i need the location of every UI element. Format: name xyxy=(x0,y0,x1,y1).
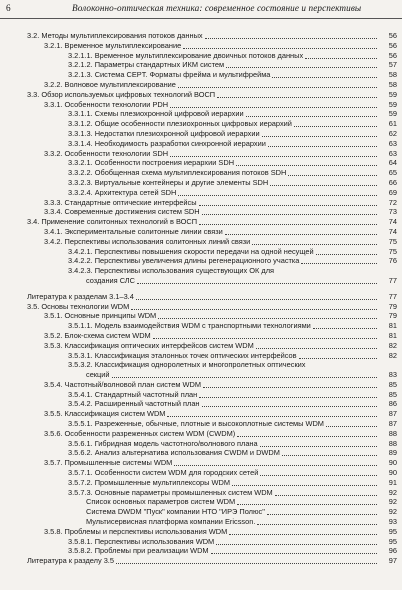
toc-entry-title: 3.5.3. Классификация оптических интерфейсов систем WDM xyxy=(44,340,254,350)
toc-entry-page: 74 xyxy=(388,226,397,236)
toc-entry-title: 3.2. Методы мультиплексирования потоков данных xyxy=(27,31,203,40)
dot-leader xyxy=(202,406,377,407)
toc-entry-title: 3.3.1. Особенности технологии PDH xyxy=(44,99,169,109)
dot-leader xyxy=(267,514,377,515)
toc-entry xyxy=(0,478,402,488)
toc-entry-title: 3.5.4.2. Расширенный частотный план xyxy=(68,399,200,409)
toc-entry-title: 3.3.4. Современные достижения систем SDH xyxy=(44,207,200,217)
toc-entry xyxy=(0,488,402,498)
running-title: Волоконно-оптическая техника: современное состояние и перспективы xyxy=(72,3,362,13)
toc-entry-page: 61 xyxy=(388,119,397,129)
toc-entry xyxy=(0,360,402,370)
toc-entry-title: 3.5.6.2. Анализ альтернатива использования CWDM и DWDM xyxy=(68,448,280,458)
dot-leader xyxy=(305,58,377,59)
toc-entry-title: 3.5.8.1. Перспективы использования WDM xyxy=(68,536,215,546)
dot-leader xyxy=(299,358,377,359)
dot-leader xyxy=(268,146,377,147)
toc-entry-page: 82 xyxy=(388,350,397,360)
toc-entry-page: 88 xyxy=(388,428,397,438)
toc-entry-page: 64 xyxy=(388,158,397,168)
toc-entry xyxy=(0,399,402,409)
toc-entry-page: 58 xyxy=(388,79,397,89)
toc-entry-page: 92 xyxy=(388,487,397,497)
toc-entry-title: 3.5.4. Частотный/волновой план систем WDM xyxy=(44,379,202,389)
toc-entry-title: 3.5.3.2. Классификация одноролетных и многопролетных оптических xyxy=(68,360,306,370)
toc-entry-page: 77 xyxy=(388,291,397,301)
dot-leader xyxy=(226,67,377,68)
dot-leader xyxy=(137,283,377,284)
toc-entry-title: 3.3.2.1. Особенности построения иерархии SDH xyxy=(68,158,235,168)
toc-entry-title: Система DWDM "Пуск" компании НТО "ИРЭ Полюс" xyxy=(86,507,265,517)
toc-entry-page: 79 xyxy=(388,311,397,321)
dot-leader xyxy=(112,377,377,378)
dot-leader xyxy=(178,87,377,88)
toc-entry-title: 3.5.1. Основные принципы WDM xyxy=(44,311,157,321)
dot-leader xyxy=(262,136,377,137)
toc-entry xyxy=(0,80,402,90)
dot-leader xyxy=(158,318,377,319)
toc-entry-title: 3.3.1.4. Необходимость разработки синхронной иерархии xyxy=(68,138,266,148)
toc-entry-page: 91 xyxy=(388,477,397,487)
toc-entry-title: 3.3.2.2. Обобщенная схема мультиплексирования потоков SDH xyxy=(68,168,287,178)
toc-entry-page: 79 xyxy=(388,301,397,311)
toc-entry-title: 3.5.6.1. Гибридная модель частотного/волнового плана xyxy=(68,438,258,448)
toc-entry-title: 3.2.2. Волновое мультиплексирование xyxy=(44,79,176,89)
toc-entry-title: 3.3.3. Стандартные оптические интерфейсы xyxy=(44,197,197,207)
dot-leader xyxy=(217,97,377,98)
dot-leader xyxy=(229,534,377,535)
toc-entry-title: 3.5.8. Проблемы и перспективы использования WDM xyxy=(44,526,228,536)
dot-leader xyxy=(257,524,377,525)
toc-entry-page: 85 xyxy=(388,389,397,399)
toc-entry xyxy=(0,227,402,237)
dot-leader xyxy=(131,309,377,310)
toc-entry-page: 90 xyxy=(388,468,397,478)
toc-entry-page: 59 xyxy=(388,109,397,119)
toc-entry-title: 3.5.1.1. Модель взаимодействия WDM с транспортными технологиями xyxy=(68,321,311,331)
toc-entry-page: 83 xyxy=(388,370,397,380)
toc-entry-title: секций xyxy=(86,370,110,380)
dot-leader xyxy=(326,426,377,427)
toc-entry-page: 58 xyxy=(388,70,397,80)
toc-entry-title: 3.5. Основы технологии WDM xyxy=(27,301,130,311)
dot-leader xyxy=(167,416,377,417)
toc-entry xyxy=(0,468,402,478)
dot-leader xyxy=(216,544,377,545)
toc-entry xyxy=(0,380,402,390)
toc-entry xyxy=(0,537,402,547)
toc-entry xyxy=(0,497,402,507)
toc-entry xyxy=(0,178,402,188)
dot-leader xyxy=(282,455,377,456)
dot-leader xyxy=(316,254,377,255)
toc-entry-title: 3.5.3.1. Классификация эталонных точек оптических интерфейсов xyxy=(68,350,297,360)
toc-entry xyxy=(0,158,402,168)
dot-leader xyxy=(232,485,377,486)
toc-entry xyxy=(0,331,402,341)
toc-entry-page: 76 xyxy=(388,256,397,266)
dot-leader xyxy=(174,465,377,466)
toc-entry-title: 3.3.2. Особенности технологии SDH xyxy=(44,148,169,158)
toc-entry xyxy=(0,556,402,566)
toc-entry-title: Литература к разделу 3.5 xyxy=(27,556,114,566)
toc-entry-page: 66 xyxy=(388,177,397,187)
toc-entry-page: 56 xyxy=(388,31,397,40)
toc-entry-title: 3.4.2.3. Перспективы использования существующих ОК для xyxy=(68,266,275,276)
toc-entry xyxy=(0,292,402,302)
toc-entry-page: 59 xyxy=(388,89,397,99)
toc-entry-page: 82 xyxy=(388,340,397,350)
toc-entry xyxy=(0,546,402,556)
toc-entry-title: 3.5.7.3. Основные параметры промышленных систем WDM xyxy=(68,487,273,497)
dot-leader xyxy=(211,553,377,554)
dot-leader xyxy=(313,328,377,329)
toc-entry xyxy=(0,90,402,100)
toc-entry xyxy=(0,370,402,380)
toc-entry xyxy=(0,439,402,449)
toc-entry-page: 63 xyxy=(388,138,397,148)
dot-leader xyxy=(237,504,377,505)
toc-entry-title: 3.4.2.2. Перспективы увеличения длины регенерационного участка xyxy=(68,256,300,266)
toc-entry-page: 56 xyxy=(388,40,397,50)
dot-leader xyxy=(272,77,377,78)
toc-entry-page: 95 xyxy=(388,536,397,546)
toc-entry-page: 96 xyxy=(388,546,397,556)
toc-entry-title: 3.5.2. Блок-схема систем WDM xyxy=(44,330,151,340)
toc-entry xyxy=(0,237,402,247)
toc-entry-page: 77 xyxy=(388,275,397,285)
dot-leader xyxy=(256,348,377,349)
toc-entry xyxy=(0,129,402,139)
toc-entry-title: 3.2.1.3. Система CEPT. Форматы фрейма и мультифрейма xyxy=(68,70,271,80)
toc-entry-title: 3.3.1.1. Схемы плезиохронной цифровой иерархии xyxy=(68,109,244,119)
toc-entry-page: 93 xyxy=(388,517,397,527)
dot-leader xyxy=(225,234,377,235)
toc-entry xyxy=(0,351,402,361)
toc-entry-title: 3.5.6. Особенности разреженных систем WDM (CWDM) xyxy=(44,428,236,438)
toc-entry-page: 86 xyxy=(388,399,397,409)
page-number: 6 xyxy=(6,3,11,13)
dot-leader xyxy=(252,244,377,245)
toc-entry-title: 3.5.7. Промышленные системы WDM xyxy=(44,458,173,468)
dot-leader xyxy=(275,495,377,496)
dot-leader xyxy=(178,195,377,196)
toc-entry-page: 69 xyxy=(388,187,397,197)
toc-entry-title: 3.5.5.1. Разреженные, обычные, плотные и высокоплотные системы WDM xyxy=(68,419,324,429)
toc-entry-title: 3.4. Применение солитонных технологий в ВОСП xyxy=(27,217,198,227)
toc-entry-page: 57 xyxy=(388,60,397,70)
toc-entry xyxy=(0,429,402,439)
toc-entry-page: 90 xyxy=(388,458,397,468)
toc-entry-page: 81 xyxy=(388,330,397,340)
toc-entry-title: 3.5.7.1. Особенности систем WDM для городских сетей xyxy=(68,468,259,478)
dot-leader xyxy=(246,116,377,117)
toc-entry-title: 3.2.1.2. Параметры стандартных ИКМ систем xyxy=(68,60,225,70)
toc-entry xyxy=(0,188,402,198)
dot-leader xyxy=(205,38,377,39)
toc-entry-title: Литература к разделам 3.1–3.4 xyxy=(27,291,134,301)
toc-entry-page: 81 xyxy=(388,321,397,331)
toc-entry-title: 3.2.1.1. Временное мультиплексирование двоичных потоков данных xyxy=(68,50,304,60)
toc-entry xyxy=(0,70,402,80)
toc-entry-page: 72 xyxy=(388,197,397,207)
toc-entry xyxy=(0,198,402,208)
toc-entry xyxy=(0,507,402,517)
toc-entry-title: Список основных параметров систем WDM xyxy=(86,497,236,507)
toc-entry xyxy=(0,51,402,61)
toc-entry xyxy=(0,341,402,351)
toc-entry xyxy=(0,448,402,458)
toc-entry-page: 95 xyxy=(388,526,397,536)
toc-entry xyxy=(0,207,402,217)
toc-entry xyxy=(0,217,402,227)
toc-entry-title: 3.3.2.4. Архитектура сетей SDH xyxy=(68,187,177,197)
dot-leader xyxy=(301,263,377,264)
toc-entry-page: 92 xyxy=(388,497,397,507)
toc-entry-page: 97 xyxy=(388,556,397,566)
toc-entry xyxy=(0,256,402,266)
dot-leader xyxy=(260,475,377,476)
dot-leader xyxy=(236,165,377,166)
toc-entry xyxy=(0,458,402,468)
toc-entry-title: 3.5.5. Классификация систем WDM xyxy=(44,409,166,419)
dot-leader xyxy=(116,563,377,564)
toc-entry-title: Мультисервисная платформа компании Ericsson. xyxy=(86,517,256,527)
toc-entry-title: 3.4.2. Перспективы использования солитонных линий связи xyxy=(44,236,251,246)
toc-entry-page: 92 xyxy=(388,507,397,517)
dot-leader xyxy=(260,446,377,447)
toc-entry xyxy=(0,149,402,159)
toc-entry xyxy=(0,119,402,129)
toc-entry xyxy=(0,409,402,419)
toc-entry-page: 85 xyxy=(388,379,397,389)
table-of-contents xyxy=(0,31,402,566)
toc-entry-title: 3.5.7.2. Промышленные мультиплексоры WDM xyxy=(68,477,230,487)
toc-entry xyxy=(0,517,402,527)
toc-entry-page: 63 xyxy=(388,148,397,158)
toc-entry-title: 3.4.1. Экспериментальные солитонные линии связи xyxy=(44,226,223,236)
toc-entry-title: 3.5.4.1. Стандартный частотный план xyxy=(68,389,198,399)
toc-entry-page: 87 xyxy=(388,419,397,429)
toc-entry-page: 73 xyxy=(388,207,397,217)
toc-entry-title: 3.3.2.3. Виртуальные контейнеры и другие элементы SDH xyxy=(68,177,269,187)
toc-entry xyxy=(0,109,402,119)
running-header xyxy=(0,0,402,19)
toc-entry-page: 56 xyxy=(388,50,397,60)
dot-leader xyxy=(288,175,377,176)
dot-leader xyxy=(153,338,377,339)
toc-entry xyxy=(0,41,402,51)
toc-entry-title: 3.3.1.3. Недостатки плезиохронной цифровой иерархии xyxy=(68,128,260,138)
dot-leader xyxy=(202,214,377,215)
toc-entry-page: 75 xyxy=(388,236,397,246)
toc-entry-title: 3.4.2.1. Перспективы повышения скорости передачи на одной несущей xyxy=(68,246,314,256)
toc-entry xyxy=(0,302,402,312)
toc-entry xyxy=(0,276,402,286)
toc-entry xyxy=(0,266,402,276)
toc-entry xyxy=(0,390,402,400)
dot-leader xyxy=(170,107,377,108)
toc-entry xyxy=(0,321,402,331)
dot-leader xyxy=(294,126,377,127)
dot-leader xyxy=(203,387,377,388)
toc-entry-page: 62 xyxy=(388,128,397,138)
dot-leader xyxy=(199,205,377,206)
toc-entry-page: 89 xyxy=(388,448,397,458)
dot-leader xyxy=(237,436,377,437)
dot-leader xyxy=(183,48,377,49)
toc-entry-page: 65 xyxy=(388,168,397,178)
toc-entry-title: 3.2.1. Временное мультиплексирование xyxy=(44,40,182,50)
toc-entry xyxy=(0,31,402,41)
dot-leader xyxy=(136,299,377,300)
toc-entry-page: 75 xyxy=(388,246,397,256)
toc-entry xyxy=(0,527,402,537)
toc-entry xyxy=(0,100,402,110)
toc-entry-title: 3.5.8.2. Проблемы при реализации WDM xyxy=(68,546,209,556)
toc-entry xyxy=(0,60,402,70)
toc-entry-page: 74 xyxy=(388,217,397,227)
toc-entry xyxy=(0,247,402,257)
toc-entry-title: создания СЛС xyxy=(86,275,135,285)
dot-leader xyxy=(199,397,377,398)
toc-entry-title: 3.3.1.2. Общие особенности плезиохронных цифровых иерархий xyxy=(68,119,292,129)
toc-entry xyxy=(0,139,402,149)
toc-entry xyxy=(0,419,402,429)
dot-leader xyxy=(270,185,377,186)
toc-entry xyxy=(0,168,402,178)
toc-entry-title: 3.3. Обзор используемых цифровых технологий ВОСП xyxy=(27,89,216,99)
toc-entry-page: 59 xyxy=(388,99,397,109)
toc-entry-page: 88 xyxy=(388,438,397,448)
dot-leader xyxy=(199,224,377,225)
toc-entry-page: 87 xyxy=(388,409,397,419)
dot-leader xyxy=(170,156,377,157)
toc-entry xyxy=(0,311,402,321)
